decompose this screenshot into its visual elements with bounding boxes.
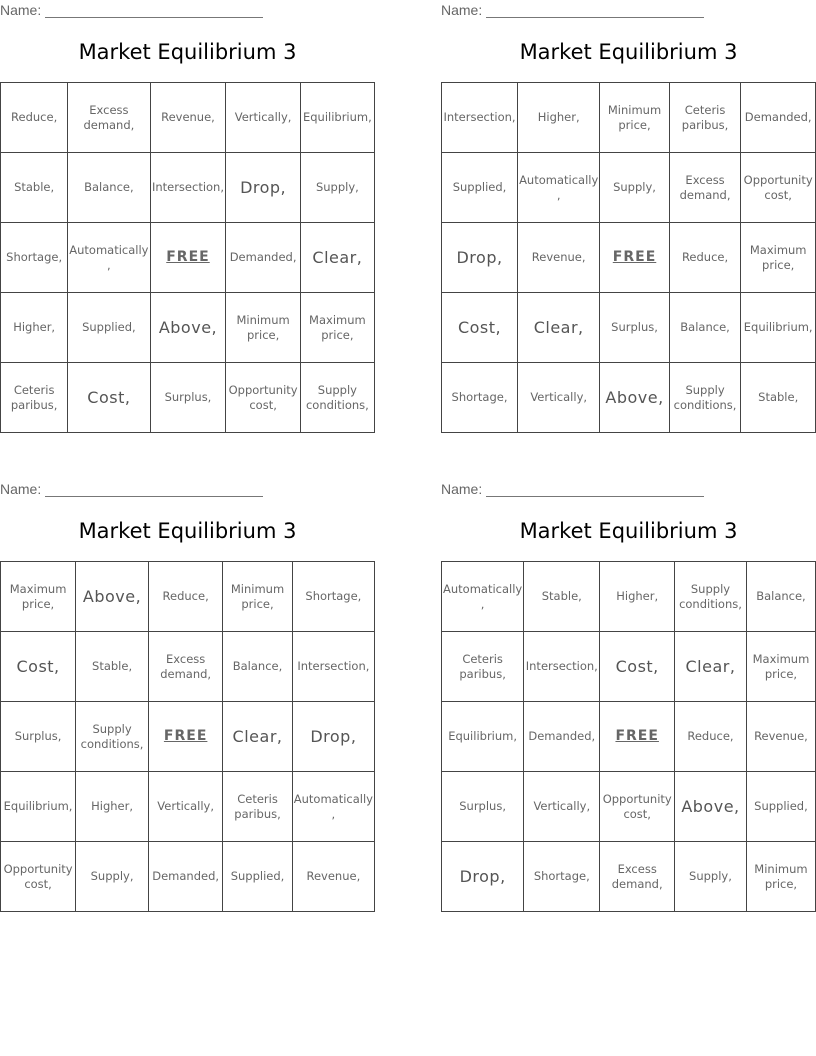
bingo-grid — [441, 82, 816, 433]
grid-cell: Cost, — [68, 363, 150, 433]
grid-cell: Equilibrium, — [442, 702, 524, 772]
grid-row — [1, 293, 375, 363]
grid-cell: Demanded, — [741, 83, 816, 153]
bingo-grid — [0, 82, 375, 433]
grid-cell: Supply, — [600, 153, 669, 223]
grid-row — [1, 83, 375, 153]
grid-cell: Opportunity cost, — [226, 363, 300, 433]
card-title: Market Equilibrium 3 — [78, 519, 297, 543]
grid-row — [442, 562, 816, 632]
grid-cell: Minimum price, — [600, 83, 669, 153]
grid-cell: Supply, — [76, 842, 149, 912]
grid-row — [442, 293, 816, 363]
grid-cell: Higher, — [1, 293, 68, 363]
grid-cell: Maximum price, — [746, 632, 815, 702]
name-line — [0, 481, 263, 497]
grid-cell: Supply conditions, — [669, 363, 741, 433]
free-space: FREE — [600, 702, 675, 772]
grid-cell: Surplus, — [150, 363, 226, 433]
free-space: FREE — [600, 223, 669, 293]
grid-cell: Equilibrium, — [300, 83, 374, 153]
grid-cell: Drop, — [292, 702, 374, 772]
grid-cell: Vertically, — [226, 83, 300, 153]
grid-cell: Excess demand, — [148, 632, 222, 702]
grid-cell: Supplied, — [223, 842, 292, 912]
name-blank[interactable] — [45, 482, 263, 497]
grid-cell: Supply, — [675, 842, 747, 912]
grid-row — [1, 223, 375, 293]
grid-cell: Surplus, — [600, 293, 669, 363]
name-blank[interactable] — [486, 3, 704, 18]
grid-cell: Intersection, — [292, 632, 374, 702]
grid-cell: Cost, — [442, 293, 518, 363]
grid-cell: Higher, — [76, 772, 149, 842]
grid-cell: Shortage, — [442, 363, 518, 433]
grid-cell: Supply, — [300, 153, 374, 223]
grid-cell: Maximum price, — [300, 293, 374, 363]
grid-row — [442, 83, 816, 153]
grid-cell: Automatically , — [68, 223, 150, 293]
grid-cell: Maximum price, — [1, 562, 76, 632]
grid-cell: Vertically, — [524, 772, 600, 842]
grid-cell: Supplied, — [68, 293, 150, 363]
grid-cell: Equilibrium, — [741, 293, 816, 363]
grid-row — [1, 153, 375, 223]
grid-cell: Stable, — [76, 632, 149, 702]
grid-row — [1, 632, 375, 702]
grid-cell: Minimum price, — [226, 293, 300, 363]
grid-cell: Clear, — [223, 702, 292, 772]
card-title: Market Equilibrium 3 — [78, 40, 297, 64]
grid-cell: Intersection, — [442, 83, 518, 153]
grid-cell: Minimum price, — [746, 842, 815, 912]
grid-row — [1, 363, 375, 433]
grid-cell: Automatically , — [442, 562, 524, 632]
name-label: Name: — [441, 2, 483, 18]
grid-row — [1, 562, 375, 632]
grid-cell: Reduce, — [669, 223, 741, 293]
name-line — [0, 2, 263, 18]
grid-cell: Drop, — [442, 223, 518, 293]
card-title: Market Equilibrium 3 — [519, 40, 738, 64]
grid-cell: Stable, — [524, 562, 600, 632]
grid-row — [442, 632, 816, 702]
grid-cell: Ceteris paribus, — [223, 772, 292, 842]
grid-cell: Drop, — [442, 842, 524, 912]
grid-cell: Demanded, — [148, 842, 222, 912]
grid-cell: Stable, — [1, 153, 68, 223]
grid-cell: Reduce, — [1, 83, 68, 153]
grid-row — [442, 153, 816, 223]
name-label: Name: — [0, 2, 42, 18]
grid-row — [442, 223, 816, 293]
name-line — [441, 2, 704, 18]
name-blank[interactable] — [45, 3, 263, 18]
grid-cell: Higher, — [518, 83, 600, 153]
name-label: Name: — [0, 481, 42, 497]
grid-cell: Intersection, — [524, 632, 600, 702]
grid-cell: Shortage, — [524, 842, 600, 912]
grid-cell: Vertically, — [148, 772, 222, 842]
grid-cell: Cost, — [1, 632, 76, 702]
grid-cell: Drop, — [226, 153, 300, 223]
grid-cell: Opportunity cost, — [600, 772, 675, 842]
grid-cell: Balance, — [669, 293, 741, 363]
grid-cell: Above, — [600, 363, 669, 433]
grid-cell: Minimum price, — [223, 562, 292, 632]
grid-row — [1, 772, 375, 842]
grid-cell: Shortage, — [1, 223, 68, 293]
name-line — [441, 481, 704, 497]
grid-cell: Opportunity cost, — [1, 842, 76, 912]
grid-cell: Automatically , — [292, 772, 374, 842]
grid-cell: Reduce, — [148, 562, 222, 632]
grid-cell: Excess demand, — [600, 842, 675, 912]
grid-cell: Maximum price, — [741, 223, 816, 293]
grid-cell: Equilibrium, — [1, 772, 76, 842]
grid-cell: Supplied, — [442, 153, 518, 223]
grid-cell: Revenue, — [746, 702, 815, 772]
grid-cell: Supply conditions, — [76, 702, 149, 772]
grid-cell: Opportunity cost, — [741, 153, 816, 223]
card-title: Market Equilibrium 3 — [519, 519, 738, 543]
name-label: Name: — [441, 481, 483, 497]
grid-cell: Excess demand, — [669, 153, 741, 223]
grid-row — [1, 702, 375, 772]
grid-cell: Ceteris paribus, — [442, 632, 524, 702]
grid-cell: Supply conditions, — [300, 363, 374, 433]
grid-cell: Supplied, — [746, 772, 815, 842]
grid-cell: Shortage, — [292, 562, 374, 632]
grid-cell: Surplus, — [1, 702, 76, 772]
grid-cell: Automatically , — [518, 153, 600, 223]
grid-row — [442, 772, 816, 842]
name-blank[interactable] — [486, 482, 704, 497]
grid-cell: Revenue, — [518, 223, 600, 293]
grid-row — [442, 842, 816, 912]
grid-cell: Vertically, — [518, 363, 600, 433]
grid-cell: Supply conditions, — [675, 562, 747, 632]
grid-row — [442, 363, 816, 433]
grid-row — [1, 842, 375, 912]
grid-cell: Ceteris paribus, — [669, 83, 741, 153]
grid-cell: Balance, — [746, 562, 815, 632]
grid-cell: Intersection, — [150, 153, 226, 223]
grid-cell: Excess demand, — [68, 83, 150, 153]
grid-cell: Above, — [675, 772, 747, 842]
grid-cell: Balance, — [68, 153, 150, 223]
grid-cell: Cost, — [600, 632, 675, 702]
grid-cell: Revenue, — [292, 842, 374, 912]
grid-cell: Balance, — [223, 632, 292, 702]
grid-cell: Above, — [76, 562, 149, 632]
grid-cell: Demanded, — [226, 223, 300, 293]
grid-cell: Clear, — [675, 632, 747, 702]
grid-cell: Clear, — [300, 223, 374, 293]
grid-cell: Clear, — [518, 293, 600, 363]
grid-row — [442, 702, 816, 772]
grid-cell: Reduce, — [675, 702, 747, 772]
bingo-grid — [441, 561, 816, 912]
grid-cell: Demanded, — [524, 702, 600, 772]
grid-cell: Surplus, — [442, 772, 524, 842]
grid-cell: Revenue, — [150, 83, 226, 153]
grid-cell: Higher, — [600, 562, 675, 632]
grid-cell: Ceteris paribus, — [1, 363, 68, 433]
grid-cell: Stable, — [741, 363, 816, 433]
bingo-grid — [0, 561, 375, 912]
grid-cell: Above, — [150, 293, 226, 363]
free-space: FREE — [148, 702, 222, 772]
free-space: FREE — [150, 223, 226, 293]
